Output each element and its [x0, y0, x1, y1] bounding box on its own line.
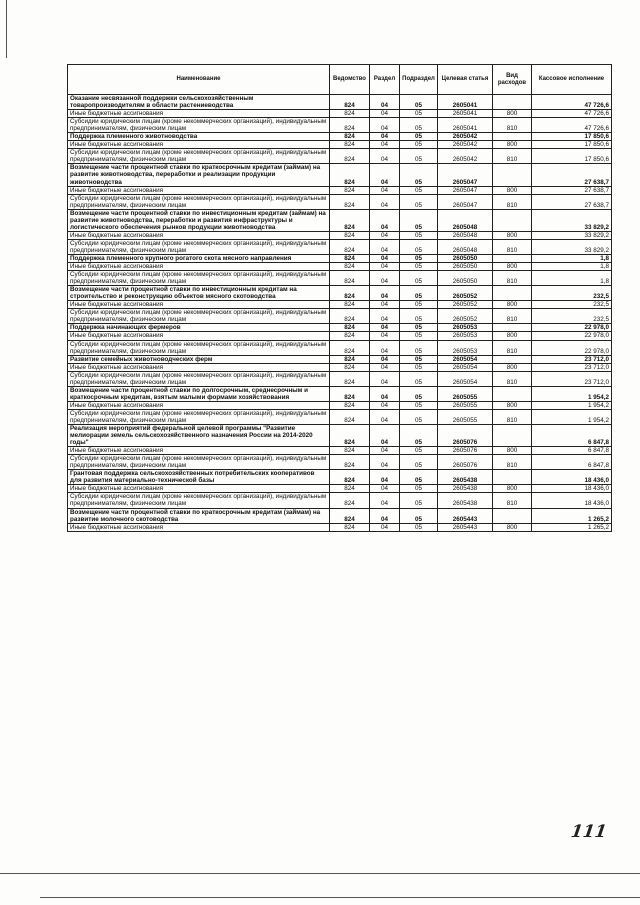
cell-name: Иные бюджетные ассигнования [68, 110, 330, 118]
cell-podrazdel: 05 [400, 363, 438, 371]
cell-statya: 2605041 [438, 118, 493, 133]
cell-statya: 2605438 [438, 485, 493, 493]
cell-podrazdel: 05 [400, 523, 438, 531]
cell-vedomstvo: 824 [330, 355, 370, 363]
cell-razdel: 04 [370, 186, 400, 194]
cell-vid: 800 [493, 485, 532, 493]
table-row [68, 425, 612, 447]
cell-name: Иные бюджетные ассигнования [68, 363, 330, 371]
cell-name: Иные бюджетные ассигнования [68, 231, 330, 239]
cell-podrazdel: 05 [400, 186, 438, 194]
cell-name: Иные бюджетные ассигнования [68, 485, 330, 493]
cell-amount: 47 726,6 [532, 110, 612, 118]
cell-vedomstvo: 824 [330, 447, 370, 455]
cell-amount: 47 726,6 [532, 118, 612, 133]
cell-statya: 2605048 [438, 209, 493, 231]
cell-amount: 232,5 [532, 301, 612, 309]
table-row [68, 332, 612, 340]
cell-amount: 1,8 [532, 263, 612, 271]
cell-vedomstvo: 824 [330, 141, 370, 149]
cell-amount: 17 850,6 [532, 149, 612, 164]
cell-razdel: 04 [370, 301, 400, 309]
cell-vid: 800 [493, 301, 532, 309]
cell-name: Иные бюджетные ассигнования [68, 141, 330, 149]
cell-name: Иные бюджетные ассигнования [68, 332, 330, 340]
cell-amount: 6 847,8 [532, 447, 612, 455]
cell-vedomstvo: 824 [330, 231, 370, 239]
cell-amount: 33 829,2 [532, 239, 612, 254]
cell-vedomstvo: 824 [330, 110, 370, 118]
cell-amount: 27 638,7 [532, 186, 612, 194]
cell-vedomstvo: 824 [330, 95, 370, 110]
cell-razdel: 04 [370, 386, 400, 401]
cell-name: Субсидии юридическим лицам (кроме некоммерческих организаций), индивидуальным предпринимателям, физическим лицам [68, 340, 330, 355]
table-row [68, 164, 612, 186]
table-row [68, 309, 612, 324]
cell-razdel: 04 [370, 470, 400, 485]
cell-name: Иные бюджетные ассигнования [68, 523, 330, 531]
cell-amount: 6 847,8 [532, 455, 612, 470]
table-row [68, 286, 612, 301]
cell-razdel: 04 [370, 371, 400, 386]
header-amount: Кассовое исполнение [532, 65, 612, 95]
cell-amount: 27 638,7 [532, 164, 612, 186]
cell-vedomstvo: 824 [330, 508, 370, 523]
cell-vedomstvo: 824 [330, 254, 370, 262]
table-row [68, 271, 612, 286]
cell-name: Субсидии юридическим лицам (кроме некоммерческих организаций), индивидуальным предпринимателям, физическим лицам [68, 455, 330, 470]
cell-vid [493, 425, 532, 447]
cell-vedomstvo: 824 [330, 149, 370, 164]
cell-vid: 800 [493, 231, 532, 239]
cell-vedomstvo: 824 [330, 133, 370, 141]
table-row [68, 447, 612, 455]
table-row [68, 209, 612, 231]
cell-vedomstvo: 824 [330, 271, 370, 286]
cell-vid: 800 [493, 186, 532, 194]
cell-amount: 1,8 [532, 254, 612, 262]
cell-amount: 18 436,0 [532, 493, 612, 508]
cell-vedomstvo: 824 [330, 401, 370, 409]
cell-statya: 2605443 [438, 523, 493, 531]
table-row [68, 401, 612, 409]
cell-podrazdel: 05 [400, 164, 438, 186]
table-row [68, 254, 612, 262]
cell-name: Поддержка начинающих фермеров [68, 324, 330, 332]
cell-vid: 810 [493, 455, 532, 470]
cell-razdel: 04 [370, 363, 400, 371]
cell-razdel: 04 [370, 118, 400, 133]
cell-statya: 2605438 [438, 470, 493, 485]
cell-statya: 2605047 [438, 164, 493, 186]
scan-edge-left [6, 0, 7, 58]
cell-amount: 1 954,2 [532, 409, 612, 424]
table-row [68, 110, 612, 118]
cell-podrazdel: 05 [400, 239, 438, 254]
cell-podrazdel: 05 [400, 271, 438, 286]
cell-podrazdel: 05 [400, 485, 438, 493]
cell-vedomstvo: 824 [330, 485, 370, 493]
cell-razdel: 04 [370, 110, 400, 118]
cell-amount: 1 265,2 [532, 523, 612, 531]
cell-razdel: 04 [370, 523, 400, 531]
cell-vedomstvo: 824 [330, 164, 370, 186]
cell-podrazdel: 05 [400, 254, 438, 262]
table-row [68, 485, 612, 493]
table-row [68, 324, 612, 332]
scan-edge-bottom [0, 873, 640, 874]
header-statya: Целевая статья [438, 65, 493, 95]
cell-razdel: 04 [370, 239, 400, 254]
cell-amount: 22 978,0 [532, 340, 612, 355]
cell-razdel: 04 [370, 355, 400, 363]
cell-statya: 2605042 [438, 149, 493, 164]
cell-razdel: 04 [370, 286, 400, 301]
cell-podrazdel: 05 [400, 447, 438, 455]
cell-name: Реализация мероприятий федеральной целевой программы "Развитие мелиорации земель сельскохозяйственного назначения России на 2014-2020 годы" [68, 425, 330, 447]
cell-statya: 2605041 [438, 95, 493, 110]
cell-razdel: 04 [370, 485, 400, 493]
cell-vedomstvo: 824 [330, 386, 370, 401]
table-row [68, 493, 612, 508]
cell-vid: 800 [493, 363, 532, 371]
cell-statya: 2605053 [438, 332, 493, 340]
cell-vid [493, 508, 532, 523]
cell-podrazdel: 05 [400, 110, 438, 118]
cell-vedomstvo: 824 [330, 309, 370, 324]
cell-amount: 47 726,6 [532, 95, 612, 110]
cell-podrazdel: 05 [400, 340, 438, 355]
cell-vedomstvo: 824 [330, 363, 370, 371]
cell-statya: 2605053 [438, 340, 493, 355]
cell-name: Субсидии юридическим лицам (кроме некоммерческих организаций), индивидуальным предпринимателям, физическим лицам [68, 309, 330, 324]
cell-vid [493, 95, 532, 110]
cell-razdel: 04 [370, 493, 400, 508]
cell-amount: 33 829,2 [532, 209, 612, 231]
cell-vid: 800 [493, 401, 532, 409]
cell-podrazdel: 05 [400, 209, 438, 231]
cell-vedomstvo: 824 [330, 340, 370, 355]
cell-amount: 23 712,0 [532, 355, 612, 363]
header-razdel: Раздел [370, 65, 400, 95]
cell-name: Возмещение части процентной ставки по долгосрочным, среднесрочным и краткосрочным кредитам, взятым малыми формами хозяйствования [68, 386, 330, 401]
cell-podrazdel: 05 [400, 371, 438, 386]
cell-vedomstvo: 824 [330, 523, 370, 531]
cell-razdel: 04 [370, 455, 400, 470]
table-row [68, 194, 612, 209]
table-row [68, 386, 612, 401]
cell-amount: 232,5 [532, 309, 612, 324]
cell-amount: 22 978,0 [532, 324, 612, 332]
cell-name: Субсидии юридическим лицам (кроме некоммерческих организаций), индивидуальным предпринимателям, физическим лицам [68, 239, 330, 254]
cell-razdel: 04 [370, 309, 400, 324]
cell-amount: 33 829,2 [532, 231, 612, 239]
cell-statya: 2605438 [438, 493, 493, 508]
cell-vid: 810 [493, 239, 532, 254]
cell-razdel: 04 [370, 324, 400, 332]
cell-name: Иные бюджетные ассигнования [68, 447, 330, 455]
cell-vedomstvo: 824 [330, 118, 370, 133]
cell-name: Субсидии юридическим лицам (кроме некоммерческих организаций), индивидуальным предпринимателям, физическим лицам [68, 149, 330, 164]
cell-razdel: 04 [370, 263, 400, 271]
cell-podrazdel: 05 [400, 286, 438, 301]
cell-vid: 800 [493, 523, 532, 531]
cell-amount: 232,5 [532, 286, 612, 301]
table-row [68, 363, 612, 371]
cell-podrazdel: 05 [400, 493, 438, 508]
cell-vedomstvo: 824 [330, 209, 370, 231]
cell-name: Возмещение части процентной ставки по краткосрочным кредитам (займам) на развитие молочного скотоводства [68, 508, 330, 523]
cell-name: Иные бюджетные ассигнования [68, 401, 330, 409]
cell-statya: 2605052 [438, 309, 493, 324]
table-header-row [68, 65, 612, 95]
cell-razdel: 04 [370, 194, 400, 209]
cell-podrazdel: 05 [400, 508, 438, 523]
table-row [68, 149, 612, 164]
cell-razdel: 04 [370, 149, 400, 164]
cell-statya: 2605054 [438, 371, 493, 386]
table-row [68, 355, 612, 363]
cell-podrazdel: 05 [400, 263, 438, 271]
cell-amount: 18 436,0 [532, 485, 612, 493]
cell-amount: 23 712,0 [532, 363, 612, 371]
cell-vedomstvo: 824 [330, 286, 370, 301]
cell-razdel: 04 [370, 332, 400, 340]
cell-vid [493, 209, 532, 231]
table-row [68, 231, 612, 239]
cell-statya: 2605041 [438, 110, 493, 118]
cell-statya: 2605042 [438, 133, 493, 141]
cell-statya: 2605055 [438, 386, 493, 401]
cell-vedomstvo: 824 [330, 301, 370, 309]
page-number: 111 [569, 822, 608, 842]
table-row [68, 340, 612, 355]
cell-podrazdel: 05 [400, 141, 438, 149]
cell-statya: 2605047 [438, 186, 493, 194]
cell-vid [493, 386, 532, 401]
cell-statya: 2605042 [438, 141, 493, 149]
cell-amount: 18 436,0 [532, 470, 612, 485]
cell-vid: 800 [493, 110, 532, 118]
cell-amount: 1 954,2 [532, 386, 612, 401]
table-row [68, 263, 612, 271]
cell-vid [493, 133, 532, 141]
cell-vid: 800 [493, 263, 532, 271]
cell-vid: 810 [493, 309, 532, 324]
cell-name: Иные бюджетные ассигнования [68, 186, 330, 194]
cell-statya: 2605053 [438, 324, 493, 332]
table-row [68, 470, 612, 485]
cell-statya: 2605054 [438, 363, 493, 371]
cell-vid: 800 [493, 447, 532, 455]
cell-podrazdel: 05 [400, 401, 438, 409]
cell-podrazdel: 05 [400, 133, 438, 141]
cell-razdel: 04 [370, 271, 400, 286]
table-row [68, 95, 612, 110]
cell-name: Оказание несвязанной поддержки сельскохозяйственным товаропроизводителям в области растениеводства [68, 95, 330, 110]
scan-edge-bottom-inner [40, 897, 640, 898]
cell-amount: 1 954,2 [532, 401, 612, 409]
cell-vedomstvo: 824 [330, 371, 370, 386]
cell-statya: 2605076 [438, 425, 493, 447]
cell-razdel: 04 [370, 425, 400, 447]
cell-vedomstvo: 824 [330, 186, 370, 194]
cell-podrazdel: 05 [400, 194, 438, 209]
cell-razdel: 04 [370, 340, 400, 355]
cell-razdel: 04 [370, 508, 400, 523]
cell-razdel: 04 [370, 164, 400, 186]
cell-name: Субсидии юридическим лицам (кроме некоммерческих организаций), индивидуальным предпринимателям, физическим лицам [68, 194, 330, 209]
cell-vedomstvo: 824 [330, 332, 370, 340]
cell-statya: 2605055 [438, 409, 493, 424]
cell-podrazdel: 05 [400, 309, 438, 324]
cell-name: Иные бюджетные ассигнования [68, 301, 330, 309]
cell-vid [493, 254, 532, 262]
table-row [68, 371, 612, 386]
cell-razdel: 04 [370, 401, 400, 409]
cell-razdel: 04 [370, 141, 400, 149]
cell-razdel: 04 [370, 254, 400, 262]
cell-podrazdel: 05 [400, 409, 438, 424]
cell-razdel: 04 [370, 231, 400, 239]
cell-name: Иные бюджетные ассигнования [68, 263, 330, 271]
cell-vid: 810 [493, 194, 532, 209]
cell-vedomstvo: 824 [330, 263, 370, 271]
cell-name: Субсидии юридическим лицам (кроме некоммерческих организаций), индивидуальным предпринимателям, физическим лицам [68, 118, 330, 133]
cell-statya: 2605050 [438, 271, 493, 286]
cell-amount: 17 850,6 [532, 141, 612, 149]
cell-vid [493, 164, 532, 186]
cell-vid [493, 470, 532, 485]
cell-podrazdel: 05 [400, 455, 438, 470]
cell-amount: 6 847,8 [532, 425, 612, 447]
cell-podrazdel: 05 [400, 425, 438, 447]
cell-vid: 810 [493, 271, 532, 286]
cell-vedomstvo: 824 [330, 409, 370, 424]
cell-name: Поддержка племенного крупного рогатого скота мясного направления [68, 254, 330, 262]
cell-name: Грантовая поддержка сельскохозяйственных потребительских кооперативов для развития материально-технической базы [68, 470, 330, 485]
cell-name: Субсидии юридическим лицам (кроме некоммерческих организаций), индивидуальным предпринимателям, физическим лицам [68, 271, 330, 286]
cell-vid [493, 355, 532, 363]
cell-statya: 2605050 [438, 254, 493, 262]
cell-razdel: 04 [370, 409, 400, 424]
cell-amount: 22 978,0 [532, 332, 612, 340]
table-row [68, 409, 612, 424]
table-row [68, 301, 612, 309]
header-vid: Вид расходов [493, 65, 532, 95]
cell-podrazdel: 05 [400, 95, 438, 110]
cell-vedomstvo: 824 [330, 470, 370, 485]
cell-vid [493, 324, 532, 332]
cell-statya: 2605050 [438, 263, 493, 271]
table-row [68, 133, 612, 141]
cell-razdel: 04 [370, 133, 400, 141]
cell-statya: 2605048 [438, 231, 493, 239]
table-row [68, 523, 612, 531]
cell-name: Развитие семейных животноводческих ферм [68, 355, 330, 363]
cell-podrazdel: 05 [400, 386, 438, 401]
header-vedomstvo: Ведомство [330, 65, 370, 95]
cell-amount: 1,8 [532, 271, 612, 286]
cell-vid: 810 [493, 409, 532, 424]
cell-vid [493, 286, 532, 301]
cell-statya: 2605048 [438, 239, 493, 254]
cell-vedomstvo: 824 [330, 194, 370, 209]
cell-statya: 2605052 [438, 286, 493, 301]
cell-vid: 810 [493, 340, 532, 355]
table-row [68, 239, 612, 254]
cell-name: Возмещение части процентной ставки по инвестиционным кредитам на строительство и реконструкцию объектов мясного скотоводства [68, 286, 330, 301]
cell-statya: 2605443 [438, 508, 493, 523]
cell-podrazdel: 05 [400, 355, 438, 363]
cell-name: Возмещение части процентной ставки по инвестиционным кредитам (займам) на развитие животноводства, переработки и развития инфраструктуры и логистического обеспечения рынков продукции животноводства [68, 209, 330, 231]
cell-vid: 800 [493, 141, 532, 149]
header-name: Наименование [68, 65, 330, 95]
cell-amount: 17 850,6 [532, 133, 612, 141]
cell-vedomstvo: 824 [330, 425, 370, 447]
cell-podrazdel: 05 [400, 332, 438, 340]
table-row [68, 186, 612, 194]
cell-vedomstvo: 824 [330, 493, 370, 508]
cell-name: Возмещение части процентной ставки по краткосрочным кредитам (займам) на развитие животноводства, переработки и реализации продукции животноводства [68, 164, 330, 186]
cell-podrazdel: 05 [400, 470, 438, 485]
cell-amount: 23 712,0 [532, 371, 612, 386]
cell-name: Субсидии юридическим лицам (кроме некоммерческих организаций), индивидуальным предпринимателям, физическим лицам [68, 371, 330, 386]
cell-razdel: 04 [370, 95, 400, 110]
cell-statya: 2605052 [438, 301, 493, 309]
table-row [68, 118, 612, 133]
cell-podrazdel: 05 [400, 231, 438, 239]
budget-table [67, 64, 612, 532]
cell-vedomstvo: 824 [330, 324, 370, 332]
cell-name: Субсидии юридическим лицам (кроме некоммерческих организаций), индивидуальным предпринимателям, физическим лицам [68, 409, 330, 424]
table-row [68, 508, 612, 523]
table-body [68, 95, 612, 532]
cell-podrazdel: 05 [400, 149, 438, 164]
cell-razdel: 04 [370, 447, 400, 455]
cell-name: Субсидии юридическим лицам (кроме некоммерческих организаций), индивидуальным предпринимателям, физическим лицам [68, 493, 330, 508]
table-row [68, 455, 612, 470]
cell-vedomstvo: 824 [330, 455, 370, 470]
header-podrazdel: Подраздел [400, 65, 438, 95]
cell-statya: 2605055 [438, 401, 493, 409]
cell-podrazdel: 05 [400, 301, 438, 309]
cell-podrazdel: 05 [400, 118, 438, 133]
cell-vid: 810 [493, 118, 532, 133]
cell-vid: 810 [493, 149, 532, 164]
cell-razdel: 04 [370, 209, 400, 231]
cell-vid: 800 [493, 332, 532, 340]
cell-vid: 810 [493, 371, 532, 386]
cell-amount: 1 265,2 [532, 508, 612, 523]
cell-statya: 2605047 [438, 194, 493, 209]
cell-name: Поддержка племенного животноводства [68, 133, 330, 141]
cell-vid: 810 [493, 493, 532, 508]
cell-amount: 27 638,7 [532, 194, 612, 209]
cell-podrazdel: 05 [400, 324, 438, 332]
cell-statya: 2605076 [438, 455, 493, 470]
cell-statya: 2605076 [438, 447, 493, 455]
table-row [68, 141, 612, 149]
cell-vedomstvo: 824 [330, 239, 370, 254]
cell-statya: 2605054 [438, 355, 493, 363]
